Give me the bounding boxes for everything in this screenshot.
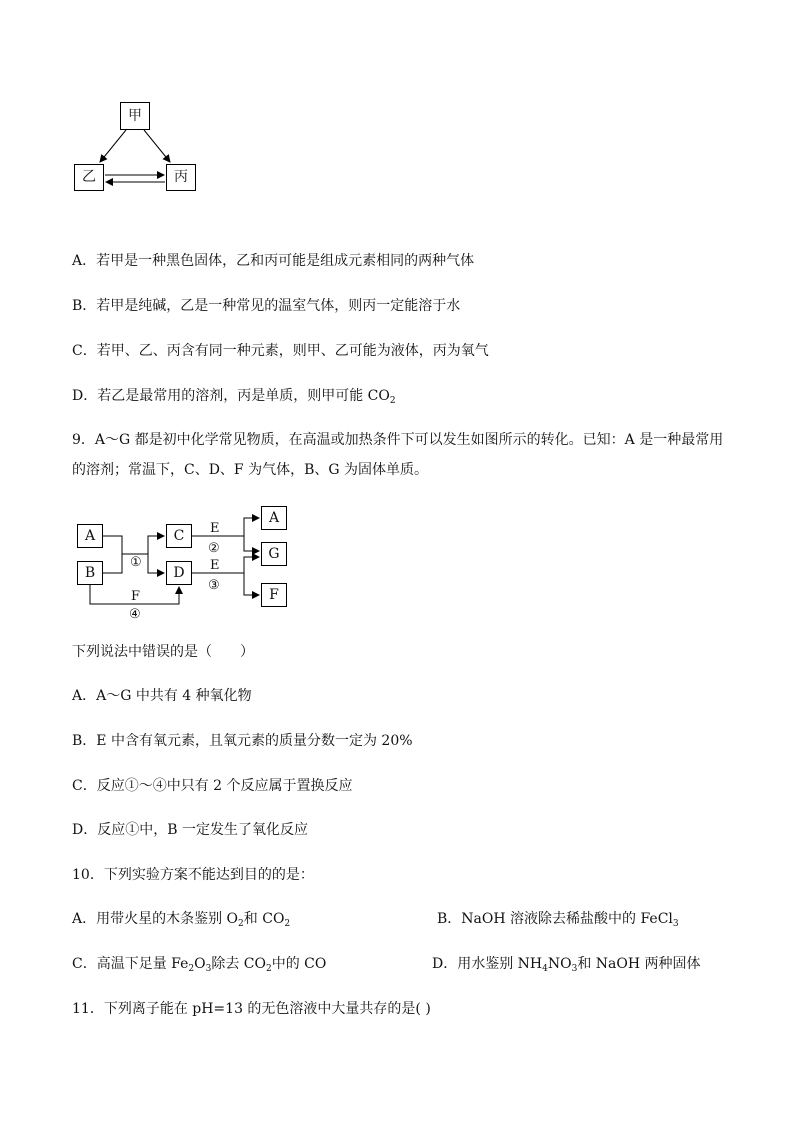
q9-question: 下列说法中错误的是（ ）	[72, 644, 254, 660]
q8-option-d: D．若乙是最常用的溶剂，丙是单质，则甲可能 $CO_2$	[72, 388, 396, 406]
label-reaction-3: ③	[208, 578, 220, 593]
node-yi: 乙	[74, 164, 104, 191]
label-reaction-2: ②	[208, 541, 220, 556]
label-e-2: E	[210, 558, 220, 573]
label-e-1: E	[210, 521, 220, 536]
q10-option-a: A．用带火星的木条鉴别 $O_2$和 $CO_2$	[72, 911, 291, 929]
q10-stem: 10．下列实验方案不能达到目的的是：	[72, 867, 314, 883]
label-f: F	[131, 589, 141, 604]
label-reaction-1: ①	[130, 555, 142, 570]
node-a-left: A	[77, 524, 103, 548]
node-d: D	[166, 561, 192, 585]
label-reaction-4: ④	[129, 607, 141, 622]
node-bing: 丙	[166, 164, 196, 191]
q9-option-a: A．A～G 中共有 4 种氧化物	[72, 688, 252, 704]
q10-option-d: D．用水鉴别 $NH_4NO_3$和 NaOH 两种固体	[432, 956, 701, 974]
node-c: C	[166, 524, 192, 548]
q9-option-c: C．反应①～④中只有 2 个反应属于置换反应	[72, 778, 353, 794]
q9-stem-line2: 的溶剂；常温下，C、D、F 为气体，B、G 为固体单质。	[72, 462, 429, 478]
q9-option-b: B．E 中含有氧元素，且氧元素的质量分数一定为 20%	[72, 733, 413, 749]
q8-option-a: A．若甲是一种黑色固体，乙和丙可能是组成元素相同的两种气体	[72, 253, 475, 269]
q9-option-d: D．反应①中，B 一定发生了氧化反应	[72, 822, 308, 838]
node-g: G	[261, 542, 287, 566]
q8-option-b: B．若甲是纯碱，乙是一种常见的温室气体，则丙一定能溶于水	[72, 298, 461, 314]
q10-option-c: C．高温下足量 $Fe_2O_3$除去 $CO_2$中的 CO	[72, 956, 327, 974]
node-a-right: A	[261, 506, 287, 530]
q10-option-b: B．NaOH 溶液除去稀盐酸中的 FeCl$_3$	[437, 911, 679, 929]
node-f: F	[261, 583, 287, 607]
q11-stem: 11．下列离子能在 pH=13 的无色溶液中大量共存的是( )	[72, 1001, 431, 1017]
q8-option-c: C．若甲、乙、丙含有同一种元素，则甲、乙可能为液体，丙为氧气	[72, 343, 489, 359]
node-jia: 甲	[120, 102, 150, 130]
q9-stem-line1: 9．A～G 都是初中化学常见物质，在高温或加热条件下可以发生如图所示的转化。已知：A 是一种最常用	[72, 432, 724, 448]
node-b: B	[77, 561, 103, 585]
